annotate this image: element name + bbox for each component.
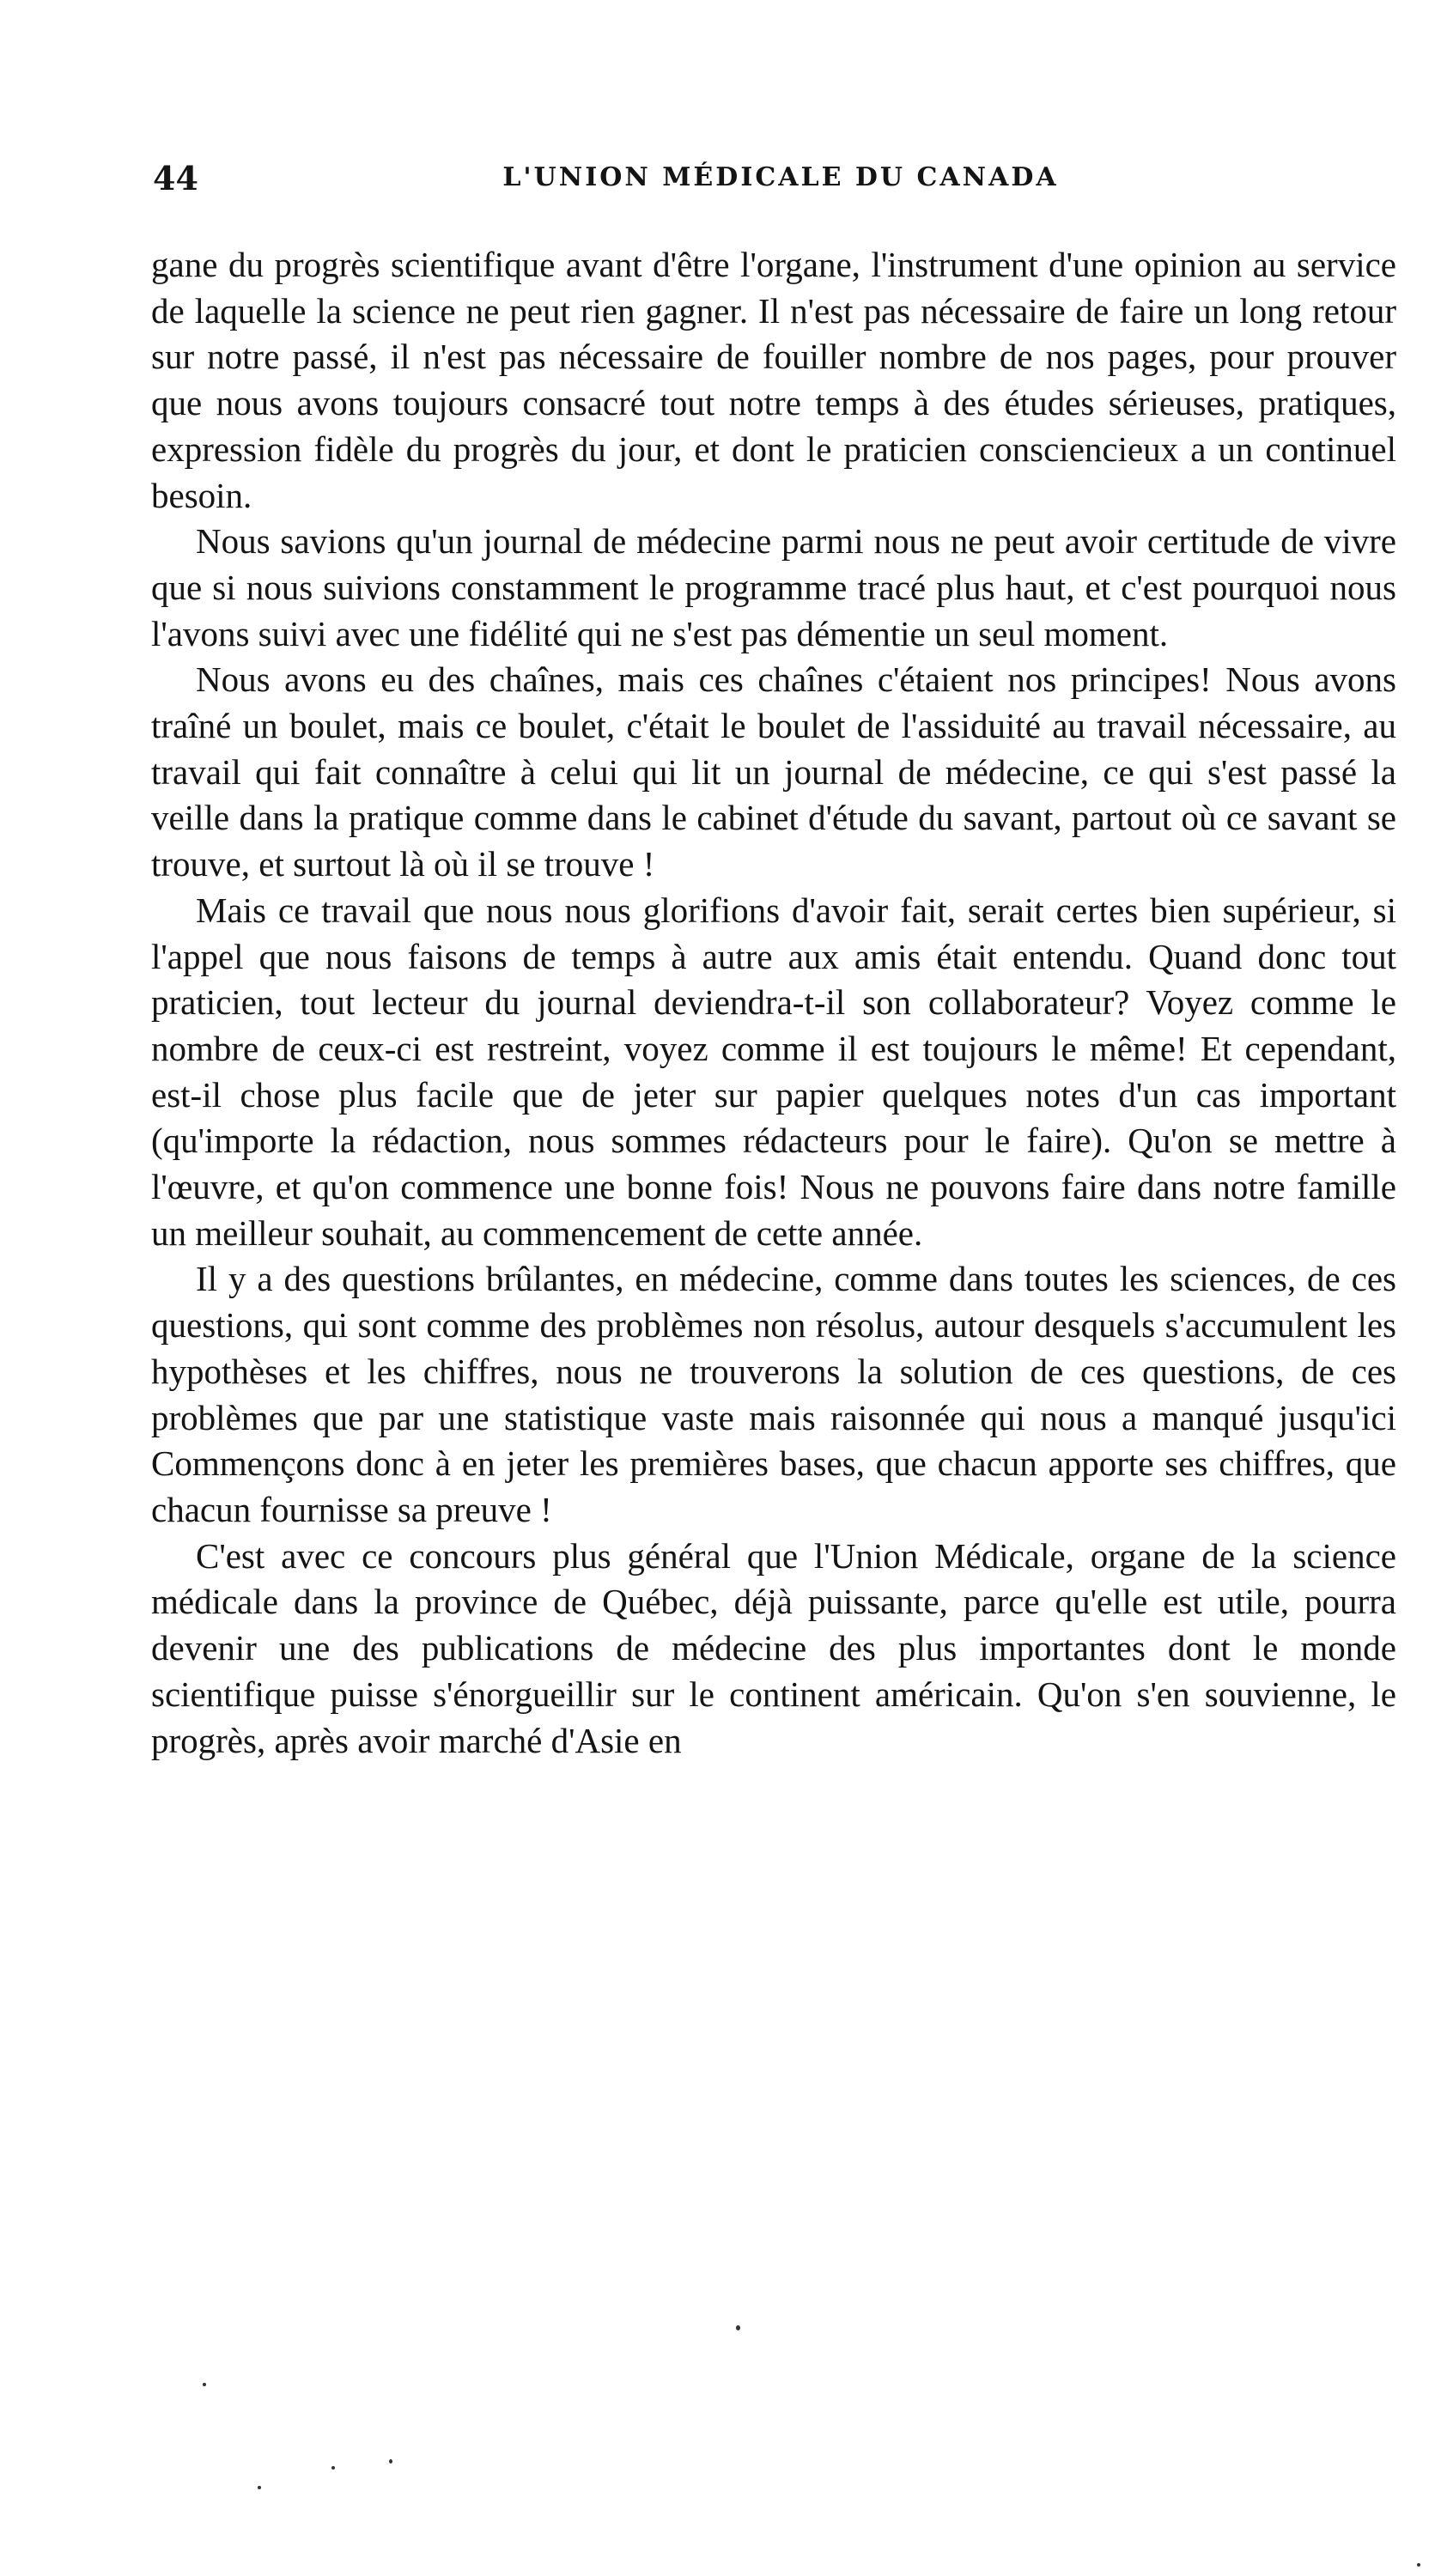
scan-speck	[389, 2459, 392, 2464]
scan-speck	[1417, 2563, 1420, 2567]
paragraph-3: Nous avons eu des chaînes, mais ces chaînes c'étaient nos principes! Nous avons traîné un boulet, mais ce boulet, c'était le boulet de l'assiduité au travail nécessaire, au travail qui fait connaître à celui qui lit un journal de médecine, ce qui s'est passé la veille dans la pratique comme dans le cabinet d'étude du savant, partout où ce savant se trouve, et surtout là où il se trouve !	[151, 659, 1396, 884]
scan-speck	[258, 2486, 261, 2489]
running-title: L'UNION MÉDICALE DU CANADA	[502, 162, 1059, 192]
paragraph-2: Nous savions qu'un journal de médecine parmi nous ne peut avoir certitude de vivre que si nous suivions constamment le programme tracé plus haut, et c'est pourquoi nous l'avons suivi avec une fidélité qui ne s'est pas démentie un seul moment.	[151, 521, 1396, 653]
paragraph-5: Il y a des questions brûlantes, en médecine, comme dans toutes les sciences, de ces questions, qui sont comme des problèmes non résolus, autour desquels s'accumulent les hypothèses et les chiffres, nous ne trouverons la solution de ces questions, de ces problèmes que par une statistique vaste mais raisonnée qui nous a manqué jusqu'ici Commençons donc à en jeter les premières bases, que chacun apporte ses chiffres, que chacun fournisse sa preuve !	[151, 1259, 1396, 1529]
scan-speck	[203, 2383, 206, 2386]
paragraph-6: C'est avec ce concours plus général que l'Union Médicale, organe de la science médicale dans la province de Québec, déjà puissante, parce qu'elle est utile, pourra devenir une des publications de médecine des plus importantes dont le monde scientifique puisse s'énorgueillir sur le continent américain. Qu'on s'en souvienne, le progrès, après avoir marché d'Asie en	[151, 1535, 1396, 1760]
page-header	[153, 159, 1408, 207]
article-body	[151, 242, 1396, 1764]
page-number: 44	[153, 159, 198, 197]
scan-speck	[736, 2325, 740, 2330]
paragraph-1: gane du progrès scientifique avant d'être l'organe, l'instrument d'une opinion au service de laquelle la science ne peut rien gagner. Il n'est pas nécessaire de faire un long retour sur notre passé, il n'est pas nécessaire de fouiller nombre de nos pages, pour prouver que nous avons toujours consacré tout notre temps à des études sérieuses, pratiques, expression fidèle du progrès du jour, et dont le praticien consciencieux a un continuel besoin.	[151, 245, 1396, 515]
paragraph-4: Mais ce travail que nous nous glorifions d'avoir fait, serait certes bien supérieur, si l'appel que nous faisons de temps à autre aux amis était entendu. Quand donc tout praticien, tout lecteur du journal deviendra-t-il son collaborateur? Voyez comme le nombre de ceux-ci est restreint, voyez comme il est toujours le même! Et cependant, est-il chose plus facile que de jeter sur papier quelques notes d'un cas important (qu'importe la rédaction, nous sommes rédacteurs pour le faire). Qu'on se mettre à l'œuvre, et qu'on commence une bonne fois! Nous ne pouvons faire dans notre famille un meilleur souhait, au commencement de cette année.	[151, 890, 1396, 1253]
scan-speck	[331, 2466, 335, 2470]
